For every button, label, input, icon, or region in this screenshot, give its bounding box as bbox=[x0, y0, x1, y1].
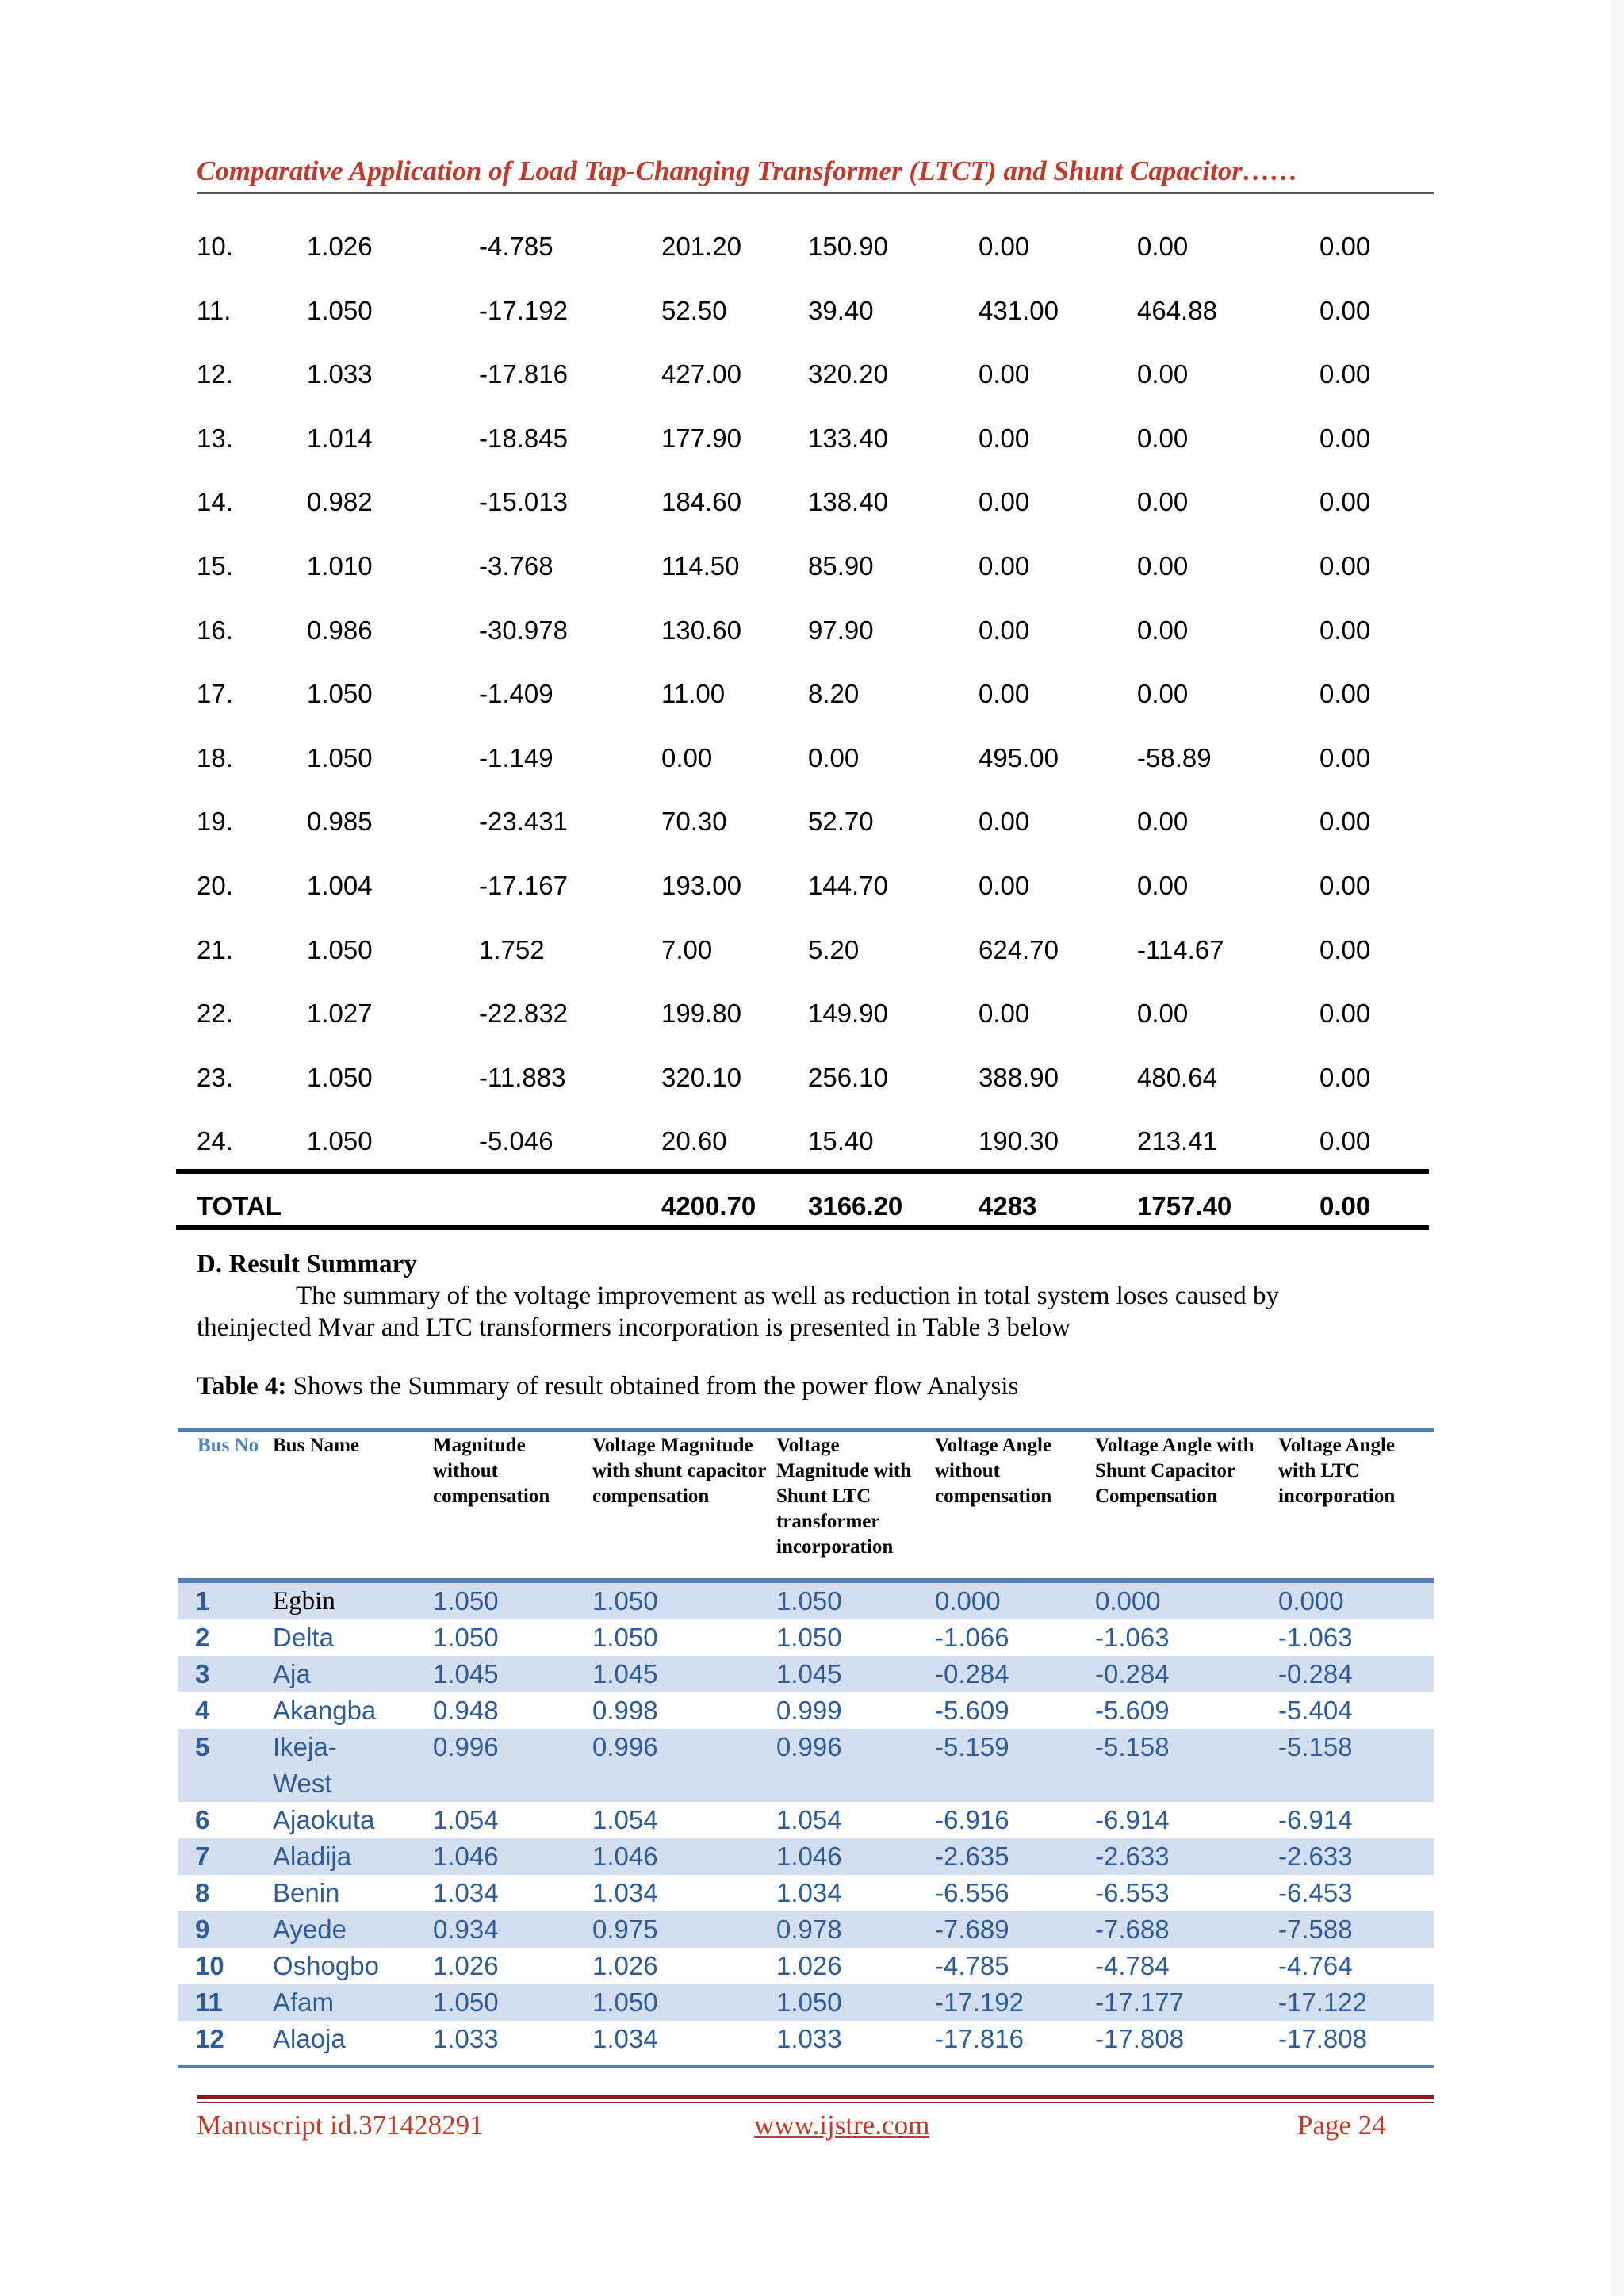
table3-total-value: 1757.40 bbox=[1137, 1191, 1232, 1221]
table4-cell: -6.914 bbox=[1278, 1805, 1353, 1834]
table4-row bbox=[178, 1911, 1434, 1948]
table3-cell: -4.785 bbox=[479, 232, 553, 261]
table4-bus-no: 6 bbox=[195, 1805, 210, 1834]
table4-bus-name: Benin bbox=[273, 1878, 340, 1907]
table3-cell: 0.00 bbox=[1320, 232, 1371, 261]
table3-cell: 1.050 bbox=[307, 1126, 373, 1156]
table3-cell: -5.046 bbox=[479, 1126, 553, 1156]
table3-cell: 8.20 bbox=[808, 679, 860, 709]
table4-cell: 0.000 bbox=[1095, 1586, 1161, 1616]
table3-cell: 0.985 bbox=[307, 807, 373, 837]
footer-rule-thin bbox=[197, 2102, 1434, 2103]
table4-row bbox=[178, 1948, 1434, 1984]
table3-cell: 0.00 bbox=[1137, 487, 1189, 517]
table4-cell: 1.046 bbox=[433, 1842, 499, 1871]
table3-cell: -11.883 bbox=[479, 1062, 566, 1092]
table3-cell: 213.41 bbox=[1137, 1126, 1217, 1156]
table4-bus-name: Afam bbox=[273, 1987, 335, 2017]
table4-bus-name: Ajaokuta bbox=[273, 1805, 375, 1834]
table4-cell: -0.284 bbox=[1278, 1659, 1353, 1688]
table3-cell: 15. bbox=[197, 551, 233, 581]
table4-cell: -5.159 bbox=[935, 1732, 1009, 1761]
table3-cell: 431.00 bbox=[979, 295, 1059, 325]
table4-row bbox=[178, 1583, 1434, 1619]
table4-cell: 1.046 bbox=[592, 1842, 658, 1871]
table4-cell: -17.816 bbox=[935, 2024, 1024, 2053]
table4-bus-no: 5 bbox=[195, 1732, 210, 1761]
table3-cell: 495.00 bbox=[979, 742, 1059, 772]
table3-cell: 201.20 bbox=[661, 232, 741, 261]
table4-cell: -5.609 bbox=[935, 1696, 1009, 1725]
section-paragraph-line1: The summary of the voltage improvement as well as reduction in total system loses caused by bbox=[296, 1282, 1279, 1310]
table4-cell: -6.556 bbox=[935, 1878, 1009, 1907]
table4-cell: -4.784 bbox=[1095, 1951, 1170, 1980]
table4-header-angle: Voltage Angle without compensation bbox=[935, 1435, 1052, 1507]
table3-cell: -3.768 bbox=[479, 551, 553, 581]
table3-cell: 190.30 bbox=[979, 1126, 1059, 1156]
table4-header-angle-shunt: Voltage Angle with Shunt Capacitor Compensation bbox=[1095, 1435, 1254, 1507]
table4-caption-label: Table 4: bbox=[197, 1372, 287, 1401]
table4-cell: -2.633 bbox=[1095, 1842, 1170, 1871]
table4-cell: 1.046 bbox=[776, 1842, 842, 1871]
table3-cell: 0.00 bbox=[1320, 679, 1371, 709]
table3-cell: 388.90 bbox=[979, 1062, 1059, 1092]
table3-cell: 22. bbox=[197, 999, 233, 1029]
table3-cell: 16. bbox=[197, 615, 233, 645]
table4-bus-no: 3 bbox=[195, 1659, 210, 1688]
table4-cell: -7.688 bbox=[1095, 1915, 1170, 1944]
footer-manuscript-id: Manuscript id.371428291 bbox=[197, 2110, 484, 2141]
table4-cell: 0.999 bbox=[776, 1696, 842, 1725]
table3-cell: 0.00 bbox=[979, 551, 1030, 581]
table3-row bbox=[176, 598, 1431, 661]
table4-cell: -7.689 bbox=[935, 1915, 1009, 1944]
table4-cell: 1.050 bbox=[433, 1586, 499, 1616]
table3-cell: 1.050 bbox=[307, 742, 373, 772]
table3-cell: 427.00 bbox=[661, 359, 741, 389]
table4-cell: -0.284 bbox=[935, 1659, 1009, 1688]
table4-cell: 1.026 bbox=[776, 1951, 842, 1980]
table3-cell: 70.30 bbox=[661, 807, 727, 837]
table3-cell: 18. bbox=[197, 742, 233, 772]
table3-row bbox=[176, 853, 1431, 917]
table3-cell: 0.00 bbox=[1137, 423, 1189, 453]
header-rule bbox=[197, 192, 1434, 194]
table3-cell: 130.60 bbox=[661, 615, 741, 645]
table3-cell: 0.00 bbox=[1137, 232, 1189, 261]
table3-cell: -18.845 bbox=[479, 423, 568, 453]
table3-cell: 0.00 bbox=[1137, 359, 1189, 389]
table4-cell: -4.785 bbox=[935, 1951, 1009, 1980]
footer-website-link[interactable]: www.ijstre.com bbox=[754, 2110, 930, 2141]
table3-cell: 1.004 bbox=[307, 871, 373, 900]
table3-cell: 320.10 bbox=[661, 1062, 741, 1092]
table3-cell: -22.832 bbox=[479, 999, 568, 1029]
table3-row bbox=[176, 918, 1431, 981]
table4-cell: -5.404 bbox=[1278, 1696, 1353, 1725]
table4-bus-no: 1 bbox=[195, 1586, 210, 1616]
table4-bus-name: Ayede bbox=[273, 1915, 347, 1944]
table3-cell: 1.026 bbox=[307, 232, 373, 261]
table3-cell: 0.00 bbox=[1137, 807, 1189, 837]
table3-cell: 0.00 bbox=[979, 807, 1030, 837]
table3-cell: 0.982 bbox=[307, 487, 373, 517]
table4-cell: 0.000 bbox=[1278, 1586, 1344, 1616]
table3-cell: 149.90 bbox=[808, 999, 888, 1029]
table3-cell: 10. bbox=[197, 232, 233, 261]
table4-cell: 1.033 bbox=[433, 2024, 499, 2053]
table4-bus-name: Delta bbox=[273, 1623, 335, 1652]
table3-cell: 1.033 bbox=[307, 359, 373, 389]
table4-row bbox=[178, 1984, 1434, 2021]
table4-cell: 1.054 bbox=[776, 1805, 842, 1834]
table4-bus-no: 12 bbox=[195, 2024, 224, 2053]
table4-bus-no: 7 bbox=[195, 1842, 210, 1871]
table4-row bbox=[178, 1729, 1434, 1802]
table3-total-value: 4200.70 bbox=[661, 1191, 756, 1221]
table3-cell: 1.010 bbox=[307, 551, 373, 581]
table3-total-row bbox=[176, 1174, 1431, 1237]
table3-cell: -58.89 bbox=[1137, 742, 1212, 772]
table4-cell: 1.050 bbox=[776, 1987, 842, 2017]
table4-cell: 1.054 bbox=[592, 1805, 658, 1834]
table3-cell: 12. bbox=[197, 359, 233, 389]
table4-cell: -2.635 bbox=[935, 1842, 1009, 1871]
table4-cell: 1.034 bbox=[776, 1878, 842, 1907]
table4-header-angle-ltc: Voltage Angle with LTC incorporation bbox=[1278, 1435, 1396, 1507]
table4-row bbox=[178, 1802, 1434, 1838]
table3-cell: 0.986 bbox=[307, 615, 373, 645]
table4-cell: -5.158 bbox=[1095, 1732, 1170, 1761]
table3-cell: 19. bbox=[197, 807, 233, 837]
footer-rule bbox=[197, 2095, 1434, 2099]
table4-caption bbox=[197, 1372, 1018, 1401]
table3-row bbox=[176, 789, 1431, 853]
table3-cell: 0.00 bbox=[1137, 999, 1189, 1029]
table4-cell: 1.050 bbox=[433, 1987, 499, 2017]
table4-bus-name: Ikeja- West bbox=[273, 1732, 337, 1798]
table3-row bbox=[176, 726, 1431, 789]
table3-cell: -15.013 bbox=[479, 487, 568, 517]
table4-header-mag-ltc: Voltage Magnitude with Shunt LTC transformer incorporation bbox=[776, 1435, 912, 1558]
table3-cell: 0.00 bbox=[1137, 551, 1189, 581]
table4-cell: 1.050 bbox=[592, 1586, 658, 1616]
table4-cell: 0.978 bbox=[776, 1915, 842, 1944]
table3-cell: 21. bbox=[197, 934, 233, 964]
table4-cell: -17.122 bbox=[1278, 1987, 1367, 2017]
table4-row bbox=[178, 2021, 1434, 2057]
table4-row bbox=[178, 1692, 1434, 1729]
table3-cell: 464.88 bbox=[1137, 295, 1217, 325]
table4-bus-name: Akangba bbox=[273, 1696, 377, 1725]
table3-cell: 0.00 bbox=[979, 232, 1030, 261]
table3-cell: 0.00 bbox=[1320, 551, 1371, 581]
table4-rule-bottom bbox=[178, 2065, 1434, 2068]
table3-cell: 0.00 bbox=[979, 615, 1030, 645]
table3-cell: 193.00 bbox=[661, 871, 741, 900]
table3-cell: 11. bbox=[197, 295, 232, 325]
section-paragraph-line2: theinjected Mvar and LTC transformers incorporation is presented in Table 3 below bbox=[197, 1313, 1071, 1342]
page-edge bbox=[1611, 0, 1624, 2296]
table3-cell: 256.10 bbox=[808, 1062, 888, 1092]
table3-cell: 0.00 bbox=[1320, 423, 1371, 453]
table4-cell: 1.050 bbox=[776, 1623, 842, 1652]
table3-cell: -17.167 bbox=[479, 871, 568, 900]
table3-cell: 1.050 bbox=[307, 295, 373, 325]
table3-cell: 0.00 bbox=[1320, 999, 1371, 1029]
table3-cell: 184.60 bbox=[661, 487, 741, 517]
table4-row bbox=[178, 1619, 1434, 1656]
footer-page-number: Page 24 bbox=[1297, 2110, 1386, 2141]
table3-cell: 0.00 bbox=[1137, 679, 1189, 709]
table3-row bbox=[176, 1109, 1431, 1172]
table3-cell: 0.00 bbox=[979, 487, 1030, 517]
running-header: Comparative Application of Load Tap-Changing Transformer (LTCT) and Shunt Capacitor…… bbox=[197, 155, 1298, 186]
table4-bus-name: Oshogbo bbox=[273, 1951, 379, 1980]
table4-bus-no: 4 bbox=[195, 1696, 210, 1725]
table4-cell: 1.033 bbox=[776, 2024, 842, 2053]
table4-cell: 0.996 bbox=[776, 1732, 842, 1761]
table3-cell: 0.00 bbox=[1137, 615, 1189, 645]
table3-cell: 1.050 bbox=[307, 934, 373, 964]
table4-cell: -17.177 bbox=[1095, 1987, 1184, 2017]
table4-caption-text: Shows the Summary of result obtained from the power flow Analysis bbox=[286, 1372, 1019, 1401]
table3-cell: 0.00 bbox=[979, 423, 1030, 453]
table4-bus-no: 2 bbox=[195, 1623, 210, 1652]
table3-cell: -17.816 bbox=[479, 359, 568, 389]
table3-row bbox=[176, 214, 1431, 278]
table4-cell: 1.034 bbox=[433, 1878, 499, 1907]
table4-cell: 1.026 bbox=[433, 1951, 499, 1980]
table3-cell: 0.00 bbox=[979, 679, 1030, 709]
table3-cell: 97.90 bbox=[808, 615, 874, 645]
table4-cell: -1.063 bbox=[1278, 1623, 1353, 1652]
table3-cell: 0.00 bbox=[1320, 615, 1371, 645]
table3-total-value: 4283 bbox=[979, 1191, 1037, 1221]
table4-cell: -6.453 bbox=[1278, 1878, 1353, 1907]
table4-cell: 0.948 bbox=[433, 1696, 499, 1725]
table4-bus-name: Egbin bbox=[273, 1587, 335, 1616]
table3-cell: 1.027 bbox=[307, 999, 373, 1029]
table3-cell: -1.409 bbox=[479, 679, 553, 709]
table4-cell: -17.808 bbox=[1278, 2024, 1367, 2053]
table3-cell: 1.014 bbox=[307, 423, 373, 453]
table3-cell: 114.50 bbox=[661, 551, 740, 581]
table3-cell: 480.64 bbox=[1137, 1062, 1217, 1092]
table3-cell: 0.00 bbox=[1320, 295, 1371, 325]
table3-cell: 13. bbox=[197, 423, 233, 453]
table3-cell: 23. bbox=[197, 1062, 233, 1092]
table3-cell: 320.20 bbox=[808, 359, 888, 389]
table4-cell: -6.916 bbox=[935, 1805, 1009, 1834]
table3-cell: 150.90 bbox=[808, 232, 888, 261]
table3-cell: 1.050 bbox=[307, 1062, 373, 1092]
table3-cell: 39.40 bbox=[808, 295, 874, 325]
table3-cell: 17. bbox=[197, 679, 233, 709]
table4-cell: 1.050 bbox=[776, 1586, 842, 1616]
table4-cell: 1.045 bbox=[433, 1659, 499, 1688]
table3-cell: -114.67 bbox=[1137, 934, 1224, 964]
table4-cell: -0.284 bbox=[1095, 1659, 1170, 1688]
section-heading: D. Result Summary bbox=[197, 1250, 417, 1278]
table4-cell: 1.026 bbox=[592, 1951, 658, 1980]
table4-cell: 1.054 bbox=[433, 1805, 499, 1834]
table3-cell: 0.00 bbox=[1320, 871, 1371, 900]
table4-bus-no: 9 bbox=[195, 1915, 210, 1944]
table3-cell: 144.70 bbox=[808, 871, 888, 900]
table4-cell: -17.808 bbox=[1095, 2024, 1184, 2053]
table3-cell: -23.431 bbox=[479, 807, 568, 837]
table4-cell: 1.045 bbox=[776, 1659, 842, 1688]
table4-header-row bbox=[178, 1432, 1434, 1578]
table4-cell: 1.034 bbox=[592, 2024, 658, 2053]
table3-cell: 1.752 bbox=[479, 934, 545, 964]
table4-cell: -5.609 bbox=[1095, 1696, 1170, 1725]
table4-cell: 0.996 bbox=[592, 1732, 658, 1761]
table4-cell: 0.996 bbox=[433, 1732, 499, 1761]
table3-cell: 0.00 bbox=[979, 999, 1030, 1029]
table3-cell: 0.00 bbox=[1320, 807, 1371, 837]
table3-cell: 20.60 bbox=[661, 1126, 727, 1156]
table4-cell: 1.050 bbox=[592, 1987, 658, 2017]
table3-row bbox=[176, 342, 1431, 405]
table3-cell: 14. bbox=[197, 487, 233, 517]
table3-cell: 138.40 bbox=[808, 487, 888, 517]
table4-cell: -1.066 bbox=[935, 1623, 1009, 1652]
table3-cell: 85.90 bbox=[808, 551, 874, 581]
table4-cell: -5.158 bbox=[1278, 1732, 1353, 1761]
table3-cell: 0.00 bbox=[1320, 742, 1371, 772]
table3-cell: 52.70 bbox=[808, 807, 874, 837]
table4-cell: 1.034 bbox=[592, 1878, 658, 1907]
table4-header-magnitude: Magnitude without compensation bbox=[433, 1435, 550, 1507]
table4-cell: -4.764 bbox=[1278, 1951, 1353, 1980]
table4-header-bus-no: Bus No bbox=[197, 1435, 259, 1456]
table4-cell: 1.050 bbox=[592, 1623, 658, 1652]
table3-row bbox=[176, 278, 1431, 342]
table4-header-mag-shunt: Voltage Magnitude with shunt capacitor compensation bbox=[592, 1435, 767, 1507]
table3-cell: 20. bbox=[197, 871, 233, 900]
table3-cell: 24. bbox=[197, 1126, 233, 1156]
table4-header-bus-name: Bus Name bbox=[273, 1435, 360, 1456]
table3-cell: 177.90 bbox=[661, 423, 741, 453]
table4-cell: 1.050 bbox=[433, 1623, 499, 1652]
table4-cell: -1.063 bbox=[1095, 1623, 1170, 1652]
table4-bus-name: Aja bbox=[273, 1659, 311, 1688]
table3-cell: 0.00 bbox=[808, 742, 860, 772]
table3-row bbox=[176, 406, 1431, 470]
table3-row bbox=[176, 534, 1431, 597]
table4-cell: 0.000 bbox=[935, 1586, 1001, 1616]
table4-cell: -2.633 bbox=[1278, 1842, 1353, 1871]
table3-cell: 0.00 bbox=[1320, 934, 1371, 964]
table3-cell: 15.40 bbox=[808, 1126, 874, 1156]
table3-cell: -30.978 bbox=[479, 615, 568, 645]
table3-row bbox=[176, 470, 1431, 533]
table4-bus-no: 11 bbox=[195, 1987, 223, 2017]
table4-cell: -17.192 bbox=[935, 1987, 1024, 2017]
table3-cell: 0.00 bbox=[1320, 1126, 1371, 1156]
table3-cell: 133.40 bbox=[808, 423, 888, 453]
table3-cell: -17.192 bbox=[479, 295, 568, 325]
table3-cell: 0.00 bbox=[1320, 1062, 1371, 1092]
table4-cell: 0.934 bbox=[433, 1915, 499, 1944]
table3-row bbox=[176, 1045, 1431, 1109]
table4-row bbox=[178, 1875, 1434, 1911]
table4-cell: 0.998 bbox=[592, 1696, 658, 1725]
table3-cell: -1.149 bbox=[479, 742, 553, 772]
table3-cell: 0.00 bbox=[1137, 871, 1189, 900]
table3-cell: 624.70 bbox=[979, 934, 1059, 964]
table3-cell: 1.050 bbox=[307, 679, 373, 709]
table4-bus-name: Alaoja bbox=[273, 2024, 346, 2053]
table4-cell: 1.045 bbox=[592, 1659, 658, 1688]
table4-cell: -6.553 bbox=[1095, 1878, 1170, 1907]
table3-total-value: 0.00 bbox=[1320, 1191, 1371, 1221]
table3-cell: 11.00 bbox=[661, 679, 726, 709]
table3-cell: 52.50 bbox=[661, 295, 727, 325]
table4-cell: 0.975 bbox=[592, 1915, 658, 1944]
table4-row bbox=[178, 1838, 1434, 1875]
table3-cell: 0.00 bbox=[661, 742, 713, 772]
table3-cell: 199.80 bbox=[661, 999, 741, 1029]
table3-row bbox=[176, 661, 1431, 725]
table3-cell: 5.20 bbox=[808, 934, 860, 964]
table4-bus-name: Aladija bbox=[273, 1842, 352, 1871]
table4-cell: -6.914 bbox=[1095, 1805, 1170, 1834]
table3-cell: 0.00 bbox=[1320, 359, 1371, 389]
table4-row bbox=[178, 1656, 1434, 1692]
table3-cell: 0.00 bbox=[979, 359, 1030, 389]
table3-cell: 0.00 bbox=[1320, 487, 1371, 517]
table3-total-value: 3166.20 bbox=[808, 1191, 903, 1221]
table3-cell: 7.00 bbox=[661, 934, 713, 964]
table4-bus-no: 10 bbox=[195, 1951, 224, 1980]
table3-row bbox=[176, 981, 1431, 1045]
table3-total-label: TOTAL bbox=[197, 1191, 282, 1221]
table4-bus-no: 8 bbox=[195, 1878, 210, 1907]
table3-cell: 0.00 bbox=[979, 871, 1030, 900]
table4-cell: -7.588 bbox=[1278, 1915, 1353, 1944]
